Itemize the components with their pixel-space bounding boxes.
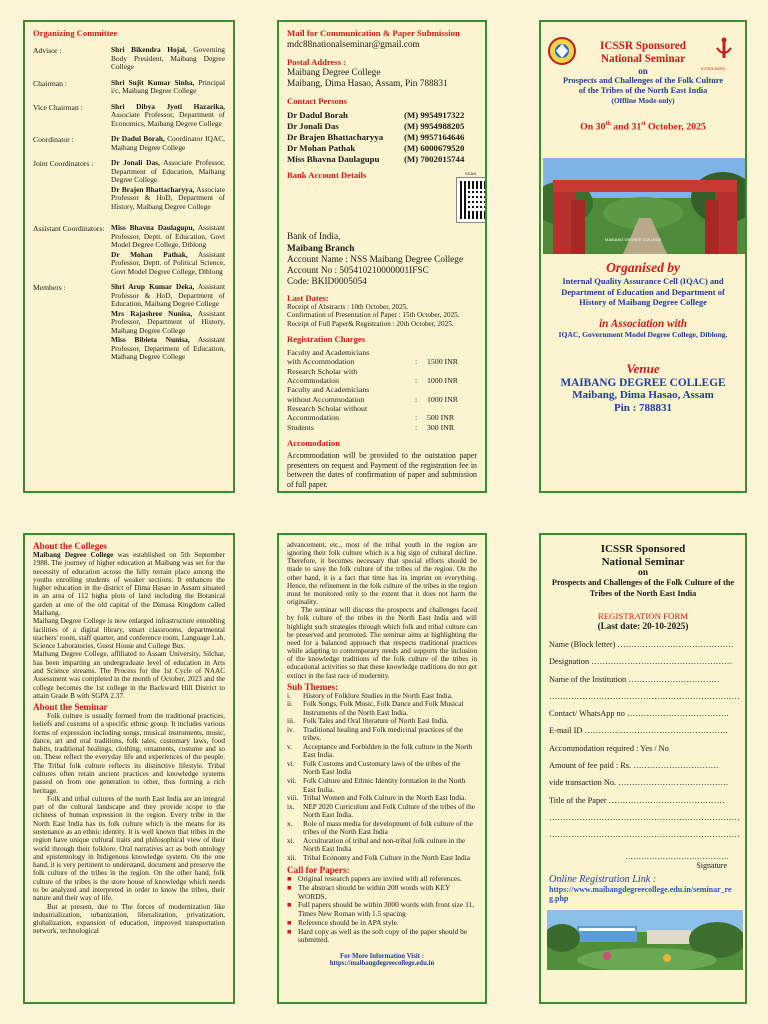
accommodation-text: Accommodation will be provided to the outstation paper presenters on request and Payment of the registration fee in between the dates of confirmation of paper and submission of full paper. — [287, 451, 477, 489]
sub-theme-item: ii. Folk Songs, Folk Music, Folk Dance and Folk Musical Instruments of the North East India. — [287, 699, 464, 717]
about-seminar-text-1: Folk culture is usually formed from the traditional practices, beliefs and customs of a specific ethnic group. It includes various forms of expression including songs, musical instruments, music, dance, art and oral traditions, folk tales, customary laws, food habits, traditional healings, clothing, ornaments, costume and so on. These reflect the everyday life and experiences of the people. The Tribal folk culture reflects its distinctive lifestyle. Tribal cultures often retain ancient practices and knowledge systems passed on from one generation to other, thus forming a rich heritage. — [33, 712, 225, 795]
contact-person: Dr Brajen Bhattacharyya (M) 9957164646 — [287, 132, 465, 143]
form-sponsor-2: National Seminar — [601, 555, 685, 568]
cover-on: on — [638, 65, 648, 76]
fee-row: without Accommodation : 1000 INR — [287, 394, 458, 404]
sub-theme-item: x. Role of mass media for development of folk culture of the tribes of the North East India — [287, 818, 473, 837]
call-for-papers-item: ■ Original research papers are invited with all references. — [287, 874, 462, 884]
contact-phone[interactable]: (M) 9954917322 — [404, 110, 465, 121]
form-heading: REGISTRATION FORM — [597, 611, 689, 621]
registration-heading: Registration Charges — [287, 334, 366, 345]
committee-names — [111, 46, 225, 73]
fee-row: Faculty and Academicians — [287, 385, 370, 395]
form-title: Prospects and Challenges of the Folk Culture of the Tribes of the North East India — [551, 578, 735, 598]
form-field[interactable]: Name of the Institution …………………………… — [549, 674, 720, 684]
contact-phone[interactable]: (M) 6000679520 — [404, 143, 465, 154]
committee-role: Coordinator : — [33, 135, 74, 145]
fee-table — [287, 348, 477, 432]
committee-member: Shri Arup Kumar Deka, Assistant Professor & HoD, Department of Education, Maibang Degree College — [111, 282, 226, 309]
about-colleges-heading: About the Colleges — [33, 541, 108, 551]
committee-member: Dr Jonali Das, Associate Professor, Department of Education, Maibang Degree College — [111, 158, 225, 185]
sub-theme-item: ix. NEP 2020 Curriculum and Folk Culture of the tribes of the North East India. — [287, 801, 475, 820]
call-for-papers-list — [287, 875, 477, 945]
sub-themes-heading: Sub Themes: — [287, 681, 339, 692]
sub-theme-item: viii. Tribal Women and Folk Culture in the North East India. — [287, 793, 467, 803]
sub-theme-item: iii. Folk Tales and Oral literature of North East India. — [287, 716, 449, 726]
online-registration-link[interactable]: https://www.maibangdegreecollege.edu.in/seminar_reg.php — [549, 884, 732, 904]
form-field[interactable]: Title of the Paper …………………………………… — [549, 795, 725, 805]
dates-heading: Last Dates: — [287, 293, 329, 304]
form-on: on — [637, 568, 649, 579]
sub-theme-item: v. Acceptance and Forbidden in the folk culture in the North East India. — [287, 741, 473, 760]
sub-theme-item: vii. Folk Culture and Ethnic Identity formation in the North East India. — [287, 775, 466, 794]
fee-row: Faculty and Academicians — [287, 348, 370, 358]
committee-member: Shri Dibya Jyoti Hazarika, Associate Professor, Department of Economics, Maibang Degree College — [111, 101, 225, 128]
contact-phone[interactable]: (M) 9957164646 — [404, 132, 465, 143]
committee-member: Dr Dadul Borah, Coordinator IQAC, Maibang Degree College — [111, 134, 225, 152]
contact-persons-list — [287, 110, 477, 165]
committee-role: Chairman : — [33, 78, 67, 88]
committee-member: Mrs Rajashree Nunisa, Assistant Professor, Department of History, Maibang Degree College — [111, 308, 225, 335]
call-for-papers-item: ■ Reference should be in APA style. — [287, 917, 399, 927]
deadline-item: Receipt of Abstracts : 10th October, 2025. — [287, 303, 409, 312]
committee-row — [33, 79, 225, 97]
association-heading: in Association with — [599, 317, 687, 330]
contact-person: Miss Bhavna Daulagupu (M) 7002015744 — [287, 154, 465, 165]
committee-role: Advisor : — [33, 46, 62, 55]
committee-row — [33, 135, 225, 153]
committee-row — [33, 283, 225, 363]
committee-member: Miss Bhavna Daulagupu, Assistant Professor, Deptt. of Education, Govt Model Degree College, Diblong — [111, 223, 225, 250]
about-colleges-text-2: Maibang Degree College is now enlarged infrastructure ennobling facilities of a digital library, smart classrooms, departmental teachers' room, staff quarter, and conference room, Language Lab, Science Laboratories, Guest House and College Bus. — [33, 617, 225, 651]
committee-role: Assistant Coordinators: — [33, 224, 105, 234]
venue-college: MAIBANG DEGREE COLLEGE — [560, 376, 726, 389]
about-panel — [23, 533, 235, 1004]
postal-line-1: Maibang Degree College — [287, 68, 381, 79]
committee-names — [111, 135, 225, 153]
committee-title: Organizing Committee — [33, 28, 118, 38]
committee-member: Dr Brajen Bhattacharyya, Associate Professor & HoD, Department of History, Maibang Degree College — [111, 184, 225, 211]
committee-member: Shri Bikendra Hojai, Governing Body President, Maibang Degree College — [111, 45, 225, 72]
signature-label: Signature — [696, 860, 727, 870]
fee-row: Accommodation : 500 INR — [287, 413, 455, 423]
about-colleges-text-1: Maibang Degree College was established on 5th September 1988. The journey of higher education at Maibang was set for the necessity of education across the hilly terrain place among the youths enrolling students of weaker sections. It enhances the higher education in the district of Dima Hasao in Assam situated in an area of 112 bigha plots of land including the Botanical garden at one of the old capital of the Dimasa Kingdom called Maibang. — [33, 551, 225, 617]
committee-member: Dr Mohan Pathak, Assistant Professor, Deptt. of Political Science, Govt Model Degree College, Diblong — [111, 249, 225, 276]
bank-line-1: Bank of India, — [287, 232, 341, 243]
deadline-item: Receipt of Full Paper& Registration : 20th October, 2025. — [287, 319, 454, 328]
committee-list — [33, 46, 225, 363]
committee-names — [111, 283, 225, 363]
bank-line-5: Code: BKID0005054 — [287, 277, 367, 288]
bullet-icon: ■ — [287, 874, 292, 884]
association-text: IQAC, Government Model Degree College, Diblong. — [558, 329, 728, 339]
more-info-label: For More Information Visit : — [340, 953, 424, 961]
about-seminar-text-3: But at present, due to The forces of modernization like industrialization, urbanization, liberalization, privatization, globalization, expansion of education, improved transportation network, technological — [33, 902, 225, 936]
themes-intro-2: The seminar will discuss the prospects and challenges faced by folk culture of the tribes in the North East India and will highlight such strategies through which folk and tribal culture can be preserved and promoted. The seminar aims at highlighting the need for a balanced approach that respects traditional practices while adapting to contemporary needs and supports the inclusion of the knowledge traditions of the folk culture of the tribes in educational activities so that these knowledge traditions do not get extinct in the fast race of modernity. — [287, 606, 477, 680]
fee-row: Accommodation : 1000 INR — [287, 376, 458, 386]
committee-row — [33, 159, 225, 212]
committee-names — [111, 159, 225, 212]
college-logo-icon — [547, 36, 577, 70]
form-field[interactable]: Name (Block letter) …………………………………… — [549, 640, 734, 649]
committee-row — [33, 224, 225, 277]
contact-phone[interactable]: (M) 9954988205 — [404, 121, 465, 132]
sub-theme-item: xi. Acculturation of tribal and non-tribal folk culture in the North East India — [287, 835, 466, 854]
accommodation-heading: Accomodation — [287, 438, 340, 449]
organizing-committee-panel — [23, 20, 235, 493]
organised-by: Organised by — [606, 259, 680, 275]
contact-persons-heading: Contact Persons — [287, 96, 347, 107]
form-field[interactable]: …………………………………………………………… — [549, 691, 740, 701]
about-colleges-text-3: Maibang Degree College, affiliated to Assam University, Silchar, has been imparting an undergraduate level of education in Arts and Science streams. The Process for the 1st Cycle of NAAC Assessment was completed in the month of October, 2023 and the college becomes the 1st college in the Backward Hill District to attain Grade B with SGPA 2.37. — [33, 650, 225, 700]
bullet-icon: ■ — [287, 926, 292, 936]
sub-theme-item: i. History of Folklore Studies in the North East India. — [287, 690, 453, 700]
fee-row: Research Scholar without — [287, 404, 368, 414]
committee-row — [33, 103, 225, 130]
themes-panel — [277, 533, 487, 1004]
call-for-papers-item: ■ The abstract should be within 200 words with KEY WORDS. — [287, 883, 451, 901]
contact-phone[interactable]: (M) 7002015744 — [404, 154, 465, 165]
contact-person: Dr Jonali Das (M) 9954988205 — [287, 121, 465, 132]
contact-person: Dr Mohan Pathak (M) 6000679520 — [287, 143, 465, 154]
bank-line-4: Account No : 505410210000001IFSC — [287, 265, 429, 276]
mail-address[interactable]: mdc88nationalseminar@gmail.com — [287, 40, 420, 50]
venue-place: Maibang, Dima Hasao, Assam — [572, 388, 714, 401]
bullet-icon: ■ — [287, 917, 292, 927]
contact-panel — [277, 20, 487, 493]
online-registration-label: Online Registration Link : — [549, 873, 657, 885]
form-field[interactable]: E-mail ID ……………………………………………. — [549, 726, 728, 736]
form-field[interactable]: …………………………………………………………… — [549, 830, 740, 840]
cover-title-1: Prospects and Challenges of the Folk Culture — [562, 75, 724, 85]
committee-names — [111, 224, 225, 277]
sub-theme-item: iv. Traditional healing and Folk medicinal practices of the tribes. — [287, 724, 464, 743]
form-last-date: (Last date: 20-10-2025) — [597, 621, 689, 631]
committee-member: Shri Sujit Kumar Sinha, Principal i/c, Maibang Degree College — [111, 77, 225, 96]
sub-themes-list — [287, 692, 477, 863]
venue-pin: Pin : 788831 — [613, 401, 673, 414]
seminar-date: On 30th and 31st October, 2025 — [580, 120, 706, 132]
fee-row: Research Scholar with — [287, 366, 358, 376]
cover-title-2: of the Tribes of the North East India — [578, 85, 708, 95]
signature-dots[interactable]: ………………………………… — [625, 851, 729, 861]
committee-row — [33, 46, 225, 73]
call-for-papers-item: ■ Full papers should be within 3000 words with front size 11, Times New Roman with 1.5 spacing — [287, 900, 475, 919]
cover-panel — [539, 20, 747, 493]
more-info-link[interactable]: https://maibangdegreecollege.edu.in — [329, 960, 435, 968]
form-field[interactable]: Designation …………………………………………… — [549, 657, 733, 667]
icssr-logo-icon — [709, 36, 739, 70]
mail-heading: Mail for Communication & Paper Submission — [287, 28, 460, 38]
bank-line-2: Maibang Branch — [287, 243, 355, 254]
themes-intro-1: advancement, etc., most of the tribal youth in the region are ignoring their folk culture which is a big sign of cultural decline. Therefore, it becomes necessary that special efforts should be made to save the folk culture of the tribes of the region. On the other hand, it is a fact that time has its imprint on everything. Hence, the refinement in the folk culture of the tribes in the region must be monitored only to the extent that it does not harm the originality. — [287, 541, 477, 607]
qr-code-icon[interactable] — [457, 178, 487, 222]
gate-sign-text: MAIBANG DEGREE COLLEGE — [605, 237, 662, 242]
icssr-logo-text: ICSSR-NERC — [701, 66, 726, 71]
form-field[interactable]: Accommodation required : Yes / No — [549, 743, 669, 753]
committee-member: Miss Bibieta Nunisa, Assistant Professor, Department of Education, Maibang Degree College — [111, 335, 225, 362]
sub-theme-item: vi. Folk Customs and Customary laws of the tribes of the North East India — [287, 758, 461, 777]
qr-label: SCAN — [465, 171, 477, 177]
bank-heading: Bank Account Details — [287, 170, 367, 181]
fee-row: Students : 300 INR — [287, 422, 455, 432]
form-field[interactable]: Amount of fee paid : Rs. …………………………. — [549, 761, 719, 771]
committee-role: Joint Coordinators : — [33, 159, 94, 169]
call-for-papers-item: ■ Hard copy as well as the soft copy of the paper should be submitted. — [287, 926, 468, 945]
fee-row: with Accommodation : 1500 INR — [287, 357, 458, 367]
sub-theme-item: xii. Tribal Economy and Folk Culture in the North East India — [287, 852, 470, 862]
sponsor-line-1: ICSSR Sponsored — [600, 40, 686, 52]
venue-heading: Venue — [626, 360, 660, 376]
postal-line-2: Maibang, Dima Hasao, Assam, Pin 788831 — [287, 79, 448, 90]
form-sponsor-1: ICSSR Sponsored — [600, 543, 686, 555]
bullet-icon: ■ — [287, 883, 292, 893]
committee-role: Vice Chairman : — [33, 102, 83, 112]
dates-list — [287, 303, 477, 328]
call-for-papers-heading: Call for Papers: — [287, 865, 350, 876]
deadline-item: Confirmation of Presentation of Paper : 15th October, 2025. — [287, 311, 460, 320]
postal-heading: Postal Address : — [287, 57, 347, 68]
about-seminar-text-2: Folk and tribal cultures of the north East India are an integral part of the cultural landscape and they provide scope to the richness of human expression in the region. Every tribe in the North East India has its folk culture which is the means for its sustenance as an ethnic identity. It is well known that tribes in the region have unique cultural traits and philosophical view of their world through their folklore. Oral narratives act as both ontology and epistemology in Indigenous knowledge system. On the one hand, it is very pertinent to understand, document and preserve the folk culture of the tribes in the region. On the other hand, folk culture of the tribes is the store house of knowledge which needs to be analyzed and interpreted in order to know the tribes, their nature and their way of life. — [33, 794, 225, 903]
bank-line-3: Account Name : NSS Maibang Degree College — [287, 254, 464, 265]
cover-mode: (Offline Mode only) — [611, 95, 675, 105]
organiser-text: Internal Quality Assurance Cell (IQAC) and Department of Education and Department of History of Maibang Degree College — [561, 275, 725, 308]
committee-names — [111, 103, 225, 130]
form-field[interactable]: Contact/ WhatsApp no ………………………………. — [549, 709, 729, 719]
campus-photo — [547, 910, 743, 970]
sponsor-line-2: National Seminar — [600, 52, 686, 65]
registration-panel — [539, 533, 747, 1004]
form-field[interactable]: …………………………………………………………… — [549, 812, 740, 822]
committee-names — [111, 79, 225, 97]
about-seminar-heading: About the Seminar — [33, 702, 108, 713]
bullet-icon: ■ — [287, 900, 292, 910]
committee-role: Members : — [33, 283, 66, 293]
contact-person: Dr Dadul Borah (M) 9954917322 — [287, 110, 465, 121]
form-fields — [549, 640, 740, 840]
form-field[interactable]: vide transaction No. …………………………………. — [549, 778, 729, 788]
